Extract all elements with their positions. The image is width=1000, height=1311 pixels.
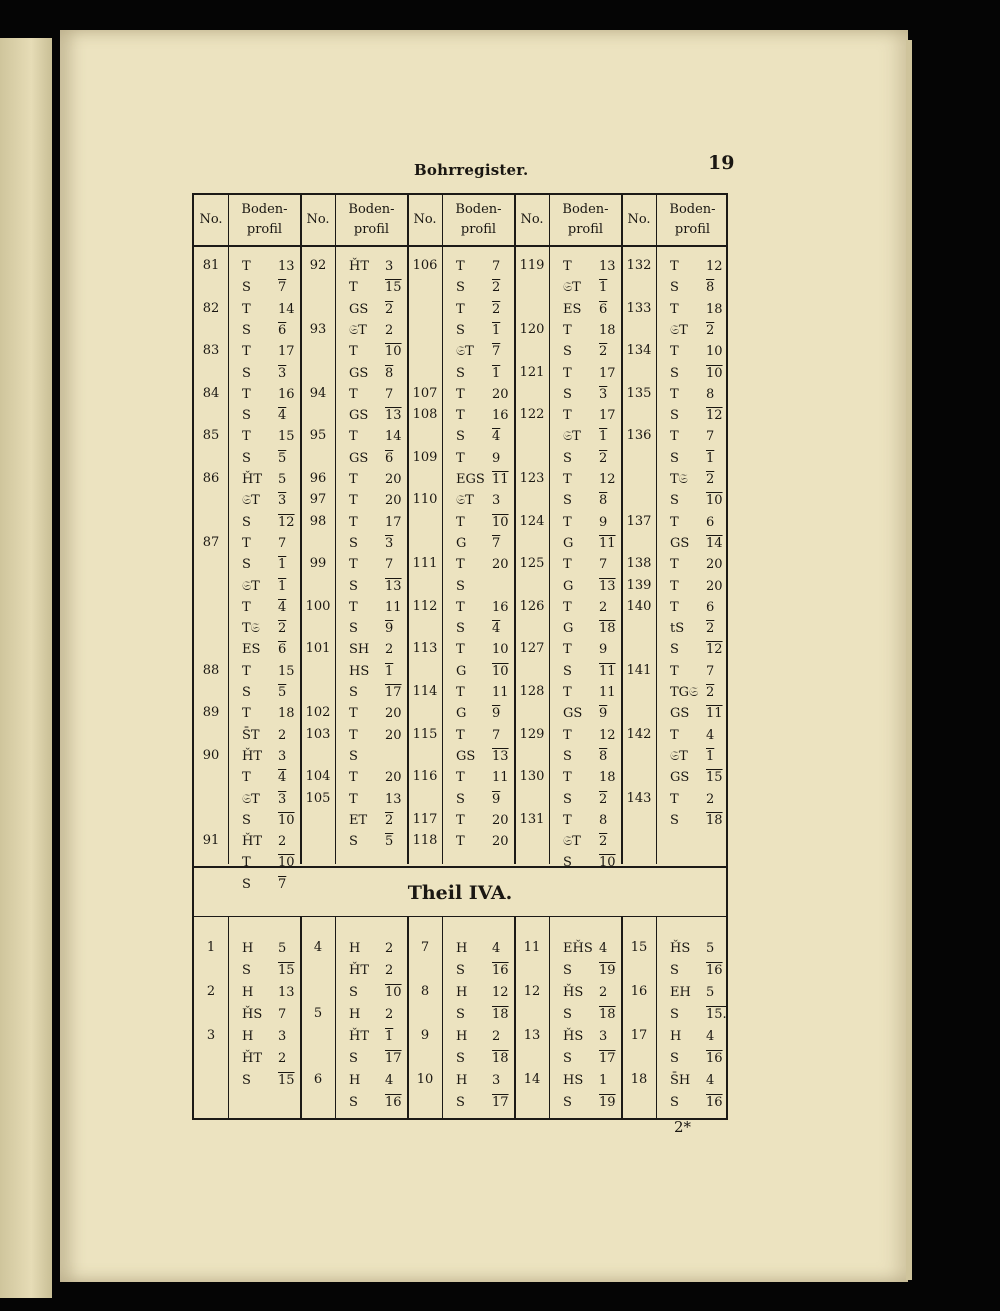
header-rule bbox=[194, 245, 726, 247]
profile-layer: T𝔖 2 bbox=[242, 621, 287, 637]
profile-layer: T 20 bbox=[670, 557, 723, 573]
bohrung-number: 82 bbox=[202, 300, 220, 316]
profile-layer: H 3 bbox=[456, 1073, 501, 1088]
profile-layer: T 10 bbox=[670, 344, 723, 360]
profile-layer: T 13 bbox=[563, 259, 616, 274]
profile-layer: T 14 bbox=[242, 301, 295, 317]
profile-layer: T 17 bbox=[563, 408, 616, 424]
bohrung-number: 121 bbox=[519, 364, 545, 380]
profile-layer: ȞT 2 bbox=[242, 1051, 287, 1066]
profile-layer: S 16 bbox=[670, 963, 723, 978]
profile-layer: EGS 11 bbox=[456, 472, 509, 487]
bohrung-number: 89 bbox=[202, 705, 220, 721]
profile-layer: T 13 bbox=[242, 259, 295, 274]
profile-layer: T 20 bbox=[349, 706, 402, 722]
bohrung-number: 90 bbox=[202, 747, 220, 763]
profile-layer: S 15. bbox=[670, 1007, 727, 1022]
column-rule bbox=[335, 195, 336, 864]
profile-layer: T 6 bbox=[670, 514, 715, 530]
bohrung-number: 5 bbox=[313, 1006, 323, 1021]
profile-layer: 𝔖T 2 bbox=[349, 322, 394, 338]
profile-layer: 𝔖T 1 bbox=[670, 748, 715, 764]
header-bodenprofil: Boden- profil bbox=[562, 202, 609, 237]
profile-layer: S 7 bbox=[242, 876, 287, 892]
profile-layer: ȞS 2 bbox=[563, 985, 608, 1000]
profile-layer: T 15 bbox=[242, 663, 295, 679]
bohrung-number: 110 bbox=[412, 492, 438, 508]
header-no: No. bbox=[413, 212, 437, 227]
profile-layer: S 11 bbox=[563, 663, 616, 679]
bohrung-number: 8 bbox=[420, 984, 430, 999]
header-no: No. bbox=[520, 212, 544, 227]
profile-layer: T𝔖 2 bbox=[670, 472, 715, 487]
profile-layer: T 11 bbox=[563, 685, 616, 700]
profile-layer: G 7 bbox=[456, 535, 501, 551]
profile-layer: G 13 bbox=[563, 578, 616, 594]
header-bodenprofil: Boden- profil bbox=[348, 202, 395, 237]
profile-layer: S 16 bbox=[670, 1051, 723, 1066]
section-rule-bottom bbox=[194, 916, 726, 917]
profile-layer: S 19 bbox=[563, 963, 616, 978]
profile-layer: GS 14 bbox=[670, 535, 723, 551]
profile-layer: T 4 bbox=[242, 770, 287, 786]
profile-layer: GS 13 bbox=[349, 408, 402, 424]
bohrung-number: 133 bbox=[626, 300, 652, 316]
bohrung-number: 108 bbox=[412, 407, 438, 423]
column-rule bbox=[514, 195, 516, 864]
column-rule bbox=[442, 195, 443, 864]
profile-layer: S 10 bbox=[242, 812, 295, 828]
profile-layer: T 8 bbox=[670, 386, 715, 402]
signature-mark: 2* bbox=[674, 1118, 692, 1136]
profile-layer: HS 1 bbox=[563, 1073, 608, 1088]
profile-layer: SH 2 bbox=[349, 642, 394, 658]
bohrung-number: 17 bbox=[630, 1028, 648, 1043]
profile-layer: T 20 bbox=[349, 493, 402, 509]
profile-layer: H 4 bbox=[349, 1073, 394, 1088]
bohrung-number: 103 bbox=[305, 726, 331, 742]
profile-layer: S 16 bbox=[349, 1095, 402, 1110]
profile-layer: G 9 bbox=[456, 706, 501, 722]
bohrung-number: 93 bbox=[309, 321, 327, 337]
profile-layer: S 12 bbox=[670, 642, 723, 658]
profile-layer: S 1 bbox=[456, 322, 501, 338]
header-no: No. bbox=[306, 212, 330, 227]
bohrung-number: 128 bbox=[519, 684, 545, 699]
column-rule bbox=[335, 916, 336, 1120]
profile-layer: 𝔖T 1 bbox=[242, 578, 287, 594]
column-rule bbox=[442, 916, 443, 1120]
profile-layer: GS 8 bbox=[349, 365, 394, 381]
profile-layer: S 15 bbox=[242, 963, 295, 978]
profile-layer: T 17 bbox=[349, 514, 402, 530]
profile-layer: T 15 bbox=[242, 429, 295, 445]
profile-layer: ET 2 bbox=[349, 812, 394, 828]
bohrung-number: 113 bbox=[412, 641, 438, 657]
profile-layer: S 17 bbox=[456, 1095, 509, 1110]
bohrung-number: 15 bbox=[630, 940, 648, 955]
header-bodenprofil: Boden- profil bbox=[669, 202, 716, 237]
page-edge bbox=[906, 40, 912, 1280]
profile-layer: T 20 bbox=[349, 770, 402, 786]
profile-layer: T 20 bbox=[456, 812, 509, 828]
profile-layer: S 2 bbox=[563, 344, 608, 360]
bohrung-number: 14 bbox=[523, 1072, 541, 1087]
bohrung-number: 134 bbox=[626, 343, 652, 359]
bohrung-number: 97 bbox=[309, 492, 327, 508]
page-number: 19 bbox=[708, 152, 735, 174]
bohrung-number: 81 bbox=[202, 258, 220, 273]
bohrung-number: 10 bbox=[416, 1072, 434, 1087]
profile-layer: T 20 bbox=[456, 557, 509, 573]
profile-layer: S 2 bbox=[563, 450, 608, 466]
column-rule bbox=[407, 195, 409, 864]
profile-layer: 𝔖T 3 bbox=[242, 493, 287, 509]
profile-layer: S 4 bbox=[242, 408, 287, 424]
profile-layer: T 10 bbox=[242, 855, 295, 871]
bohrung-number: 94 bbox=[309, 385, 327, 401]
profile-layer: GS 13 bbox=[456, 748, 509, 764]
profile-layer: 𝔖T 3 bbox=[456, 493, 501, 509]
profile-layer: S 7 bbox=[242, 280, 287, 296]
profile-layer: S 4 bbox=[456, 429, 501, 445]
profile-layer: ȞT 5 bbox=[242, 472, 287, 487]
profile-layer: G 10 bbox=[456, 663, 509, 679]
facing-page-edge bbox=[0, 38, 52, 1298]
bohrung-number: 111 bbox=[412, 556, 438, 572]
profile-layer: S 19 bbox=[563, 1095, 616, 1110]
profile-layer: T 20 bbox=[456, 834, 509, 850]
bohrung-number: 130 bbox=[519, 769, 545, 785]
profile-layer: T 18 bbox=[670, 301, 723, 317]
profile-layer: T 10 bbox=[456, 514, 509, 530]
bohrung-number: 105 bbox=[305, 790, 331, 806]
bohrung-number: 13 bbox=[523, 1028, 541, 1043]
profile-layer: 𝔖T 2 bbox=[670, 322, 715, 338]
profile-layer: T 7 bbox=[349, 386, 394, 402]
profile-layer: T 11 bbox=[349, 599, 402, 615]
bohrung-number: 83 bbox=[202, 343, 220, 359]
profile-layer: GS 2 bbox=[349, 301, 394, 317]
profile-layer: S 2 bbox=[563, 791, 608, 807]
bohrung-number: 1 bbox=[206, 940, 216, 955]
bohrung-number: 3 bbox=[206, 1028, 216, 1043]
profile-layer: ȞT 1 bbox=[349, 1029, 394, 1044]
profile-layer: ȞS 7 bbox=[242, 1007, 287, 1022]
bohrung-number: 118 bbox=[412, 833, 438, 849]
bohrung-number: 112 bbox=[412, 598, 438, 614]
column-rule bbox=[549, 195, 550, 864]
profile-layer: S 17 bbox=[349, 685, 402, 700]
profile-layer: ES 6 bbox=[563, 301, 608, 317]
column-rule bbox=[300, 195, 302, 864]
bohrung-number: 95 bbox=[309, 428, 327, 444]
profile-layer: EH 5 bbox=[670, 985, 715, 1000]
bohrung-number: 7 bbox=[420, 940, 430, 955]
bohrung-number: 123 bbox=[519, 471, 545, 486]
profile-layer: GS 6 bbox=[349, 450, 394, 466]
profile-layer: S 18 bbox=[670, 812, 723, 828]
column-rule bbox=[228, 916, 229, 1120]
bohrung-number: 124 bbox=[519, 513, 545, 529]
bohrung-number: 12 bbox=[523, 984, 541, 999]
bohrung-number: 100 bbox=[305, 598, 331, 614]
bohrung-number: 126 bbox=[519, 598, 545, 614]
profile-layer: ȞT 3 bbox=[242, 748, 287, 764]
profile-layer: T 17 bbox=[242, 344, 295, 360]
bohrung-number: 117 bbox=[412, 811, 438, 827]
profile-layer: S 10 bbox=[670, 365, 723, 381]
profile-layer: T 7 bbox=[456, 259, 501, 274]
profile-layer: S 8 bbox=[670, 280, 715, 296]
profile-layer: S 12 bbox=[242, 514, 295, 530]
profile-layer: G 18 bbox=[563, 621, 616, 637]
bohrung-number: 85 bbox=[202, 428, 220, 444]
profile-layer: TG𝔖 2 bbox=[670, 685, 715, 700]
profile-layer: S 3 bbox=[242, 365, 287, 381]
profile-layer: ȞT 2 bbox=[349, 963, 394, 978]
profile-layer: T 7 bbox=[563, 557, 608, 573]
header-no: No. bbox=[199, 212, 223, 227]
profile-layer: T 2 bbox=[563, 599, 608, 615]
profile-layer: T 16 bbox=[242, 386, 295, 402]
profile-layer: ȞS 5 bbox=[670, 941, 715, 956]
profile-layer: 𝔖T 1 bbox=[563, 280, 608, 296]
profile-layer: tS 2 bbox=[670, 621, 715, 637]
profile-layer: S 17 bbox=[349, 1051, 402, 1066]
bohrung-number: 137 bbox=[626, 513, 652, 529]
profile-layer: G 11 bbox=[563, 535, 616, 551]
bohrung-number: 135 bbox=[626, 385, 652, 401]
profile-layer: S 8 bbox=[563, 493, 608, 509]
profile-layer: T 8 bbox=[563, 812, 608, 828]
bohrung-number: 86 bbox=[202, 471, 220, 486]
bohrung-number: 84 bbox=[202, 385, 220, 401]
profile-layer: GS 15 bbox=[670, 770, 723, 786]
profile-layer: T 9 bbox=[456, 450, 501, 466]
bohrung-number: 106 bbox=[412, 258, 438, 273]
profile-layer: T 12 bbox=[563, 472, 616, 487]
profile-layer: S bbox=[349, 748, 358, 764]
bohrung-number: 102 bbox=[305, 705, 331, 721]
profile-layer: T 7 bbox=[456, 727, 501, 743]
profile-layer: T 7 bbox=[670, 429, 715, 445]
profile-layer: S 4 bbox=[456, 621, 501, 637]
profile-layer: S 3 bbox=[349, 535, 394, 551]
profile-layer: H 2 bbox=[349, 941, 394, 956]
profile-layer: T 18 bbox=[563, 770, 616, 786]
profile-layer: HS 1 bbox=[349, 663, 394, 679]
profile-layer: ȞT 2 bbox=[242, 834, 287, 850]
profile-layer: T 11 bbox=[456, 685, 509, 700]
profile-layer: T 16 bbox=[456, 408, 509, 424]
profile-layer: ES 6 bbox=[242, 642, 287, 658]
profile-layer: S 17 bbox=[563, 1051, 616, 1066]
profile-layer: T 4 bbox=[242, 599, 287, 615]
profile-layer: ȞT 3 bbox=[349, 259, 394, 274]
bohrung-number: 107 bbox=[412, 385, 438, 401]
profile-layer: S 18 bbox=[563, 1007, 616, 1022]
profile-layer: S bbox=[456, 578, 465, 594]
profile-layer: T 15 bbox=[349, 280, 402, 296]
profile-layer: 𝔖T 7 bbox=[456, 344, 501, 360]
bohrung-number: 131 bbox=[519, 811, 545, 827]
profile-layer: GS 9 bbox=[563, 706, 608, 722]
bohrung-number: 116 bbox=[412, 769, 438, 785]
profile-layer: S 5 bbox=[242, 685, 287, 700]
profile-layer: S 13 bbox=[349, 578, 402, 594]
profile-layer: S 5 bbox=[242, 450, 287, 466]
profile-layer: H 12 bbox=[456, 985, 509, 1000]
bohrung-number: 92 bbox=[309, 258, 327, 273]
section-title: Theil IVA. bbox=[407, 882, 513, 904]
profile-layer: H 5 bbox=[242, 941, 287, 956]
profile-layer: T 20 bbox=[349, 472, 402, 487]
column-rule bbox=[228, 195, 229, 864]
profile-layer: T 20 bbox=[349, 727, 402, 743]
bohrung-number: 11 bbox=[523, 940, 541, 955]
profile-layer: T 12 bbox=[563, 727, 616, 743]
column-rule bbox=[621, 195, 623, 864]
profile-layer: T 14 bbox=[349, 429, 402, 445]
bohrung-number: 88 bbox=[202, 662, 220, 678]
profile-layer: H 4 bbox=[670, 1029, 715, 1044]
running-head: Bohrregister. bbox=[414, 161, 529, 179]
profile-layer: H 4 bbox=[456, 941, 501, 956]
bohrung-number: 125 bbox=[519, 556, 545, 572]
bohrung-number: 101 bbox=[305, 641, 331, 657]
bohrung-number: 9 bbox=[420, 1028, 430, 1043]
profile-layer: S 9 bbox=[456, 791, 501, 807]
profile-layer: H 2 bbox=[349, 1007, 394, 1022]
bohrregister-table bbox=[192, 193, 728, 1120]
bohrung-number: 6 bbox=[313, 1072, 323, 1087]
profile-layer: T 13 bbox=[349, 791, 402, 807]
profile-layer: H 3 bbox=[242, 1029, 287, 1044]
profile-layer: T 2 bbox=[670, 791, 715, 807]
profile-layer: T 18 bbox=[563, 322, 616, 338]
profile-layer: S 3 bbox=[563, 386, 608, 402]
profile-layer: ȞS 3 bbox=[563, 1029, 608, 1044]
bohrung-number: 140 bbox=[626, 598, 652, 614]
profile-layer: T 9 bbox=[563, 642, 608, 658]
bohrung-number: 87 bbox=[202, 534, 220, 550]
bohrung-number: 115 bbox=[412, 726, 438, 742]
bohrung-number: 98 bbox=[309, 513, 327, 529]
profile-layer: S 18 bbox=[456, 1051, 509, 1066]
profile-layer: S 2 bbox=[456, 280, 501, 296]
bohrung-number: 138 bbox=[626, 556, 652, 572]
profile-layer: H 2 bbox=[456, 1029, 501, 1044]
bohrung-number: 2 bbox=[206, 984, 216, 999]
profile-layer: T 10 bbox=[456, 642, 509, 658]
profile-layer: S 10 bbox=[349, 985, 402, 1000]
bohrung-number: 96 bbox=[309, 471, 327, 486]
profile-layer: EȞS 4 bbox=[563, 941, 608, 956]
profile-layer: T 20 bbox=[670, 578, 723, 594]
bohrung-number: 114 bbox=[412, 684, 438, 699]
profile-layer: GS 11 bbox=[670, 706, 723, 722]
bohrung-number: 127 bbox=[519, 641, 545, 657]
profile-layer: T 10 bbox=[349, 344, 402, 360]
bohrung-number: 142 bbox=[626, 726, 652, 742]
profile-layer: S 1 bbox=[242, 557, 287, 573]
profile-layer: S 9 bbox=[349, 621, 394, 637]
profile-layer: H 13 bbox=[242, 985, 295, 1000]
profile-layer: S 1 bbox=[670, 450, 715, 466]
profile-layer: T 11 bbox=[456, 770, 509, 786]
bohrung-number: 109 bbox=[412, 449, 438, 465]
profile-layer: T 7 bbox=[242, 535, 287, 551]
profile-layer: T 4 bbox=[670, 727, 715, 743]
profile-layer: T 6 bbox=[670, 599, 715, 615]
profile-layer: T 7 bbox=[670, 663, 715, 679]
profile-layer: S 10 bbox=[670, 493, 723, 509]
bohrung-number: 132 bbox=[626, 258, 652, 273]
profile-layer: T 20 bbox=[456, 386, 509, 402]
column-rule bbox=[656, 195, 657, 864]
profile-layer: T 7 bbox=[349, 557, 394, 573]
column-rule bbox=[549, 916, 550, 1120]
profile-layer: 𝔖T 1 bbox=[563, 429, 608, 445]
profile-layer: T 17 bbox=[563, 365, 616, 381]
bohrung-number: 4 bbox=[313, 940, 323, 955]
column-rule bbox=[656, 916, 657, 1120]
bohrung-number: 139 bbox=[626, 577, 652, 593]
profile-layer: T 18 bbox=[242, 706, 295, 722]
bohrung-number: 99 bbox=[309, 556, 327, 572]
profile-layer: S 8 bbox=[563, 748, 608, 764]
profile-layer: S 10 bbox=[563, 855, 616, 871]
bohrung-number: 120 bbox=[519, 321, 545, 337]
bohrung-number: 136 bbox=[626, 428, 652, 444]
profile-layer: S 15 bbox=[242, 1073, 295, 1088]
bohrung-number: 141 bbox=[626, 662, 652, 678]
profile-layer: S 16 bbox=[456, 963, 509, 978]
profile-layer: 𝔖T 2 bbox=[563, 834, 608, 850]
profile-layer: S 5 bbox=[349, 834, 394, 850]
bohrung-number: 16 bbox=[630, 984, 648, 999]
profile-layer: T 2 bbox=[456, 301, 501, 317]
bohrung-number: 91 bbox=[202, 833, 220, 849]
profile-layer: S 12 bbox=[670, 408, 723, 424]
profile-layer: S 6 bbox=[242, 322, 287, 338]
header-no: No. bbox=[627, 212, 651, 227]
bohrung-number: 119 bbox=[519, 258, 545, 273]
bohrung-number: 104 bbox=[305, 769, 331, 785]
profile-layer: T 16 bbox=[456, 599, 509, 615]
profile-layer: S̄H 4 bbox=[670, 1073, 715, 1088]
bohrung-number: 122 bbox=[519, 407, 545, 423]
profile-layer: S 16 bbox=[670, 1095, 723, 1110]
header-bodenprofil: Boden- profil bbox=[241, 202, 288, 237]
header-bodenprofil: Boden- profil bbox=[455, 202, 502, 237]
profile-layer: T 9 bbox=[563, 514, 608, 530]
profile-layer: 𝔖T 3 bbox=[242, 791, 287, 807]
profile-layer: S 18 bbox=[456, 1007, 509, 1022]
profile-layer: S 1 bbox=[456, 365, 501, 381]
profile-layer: S̄T 2 bbox=[242, 727, 287, 743]
bohrung-number: 143 bbox=[626, 790, 652, 806]
profile-layer: T 12 bbox=[670, 259, 723, 274]
bohrung-number: 129 bbox=[519, 726, 545, 742]
bohrung-number: 18 bbox=[630, 1072, 648, 1087]
